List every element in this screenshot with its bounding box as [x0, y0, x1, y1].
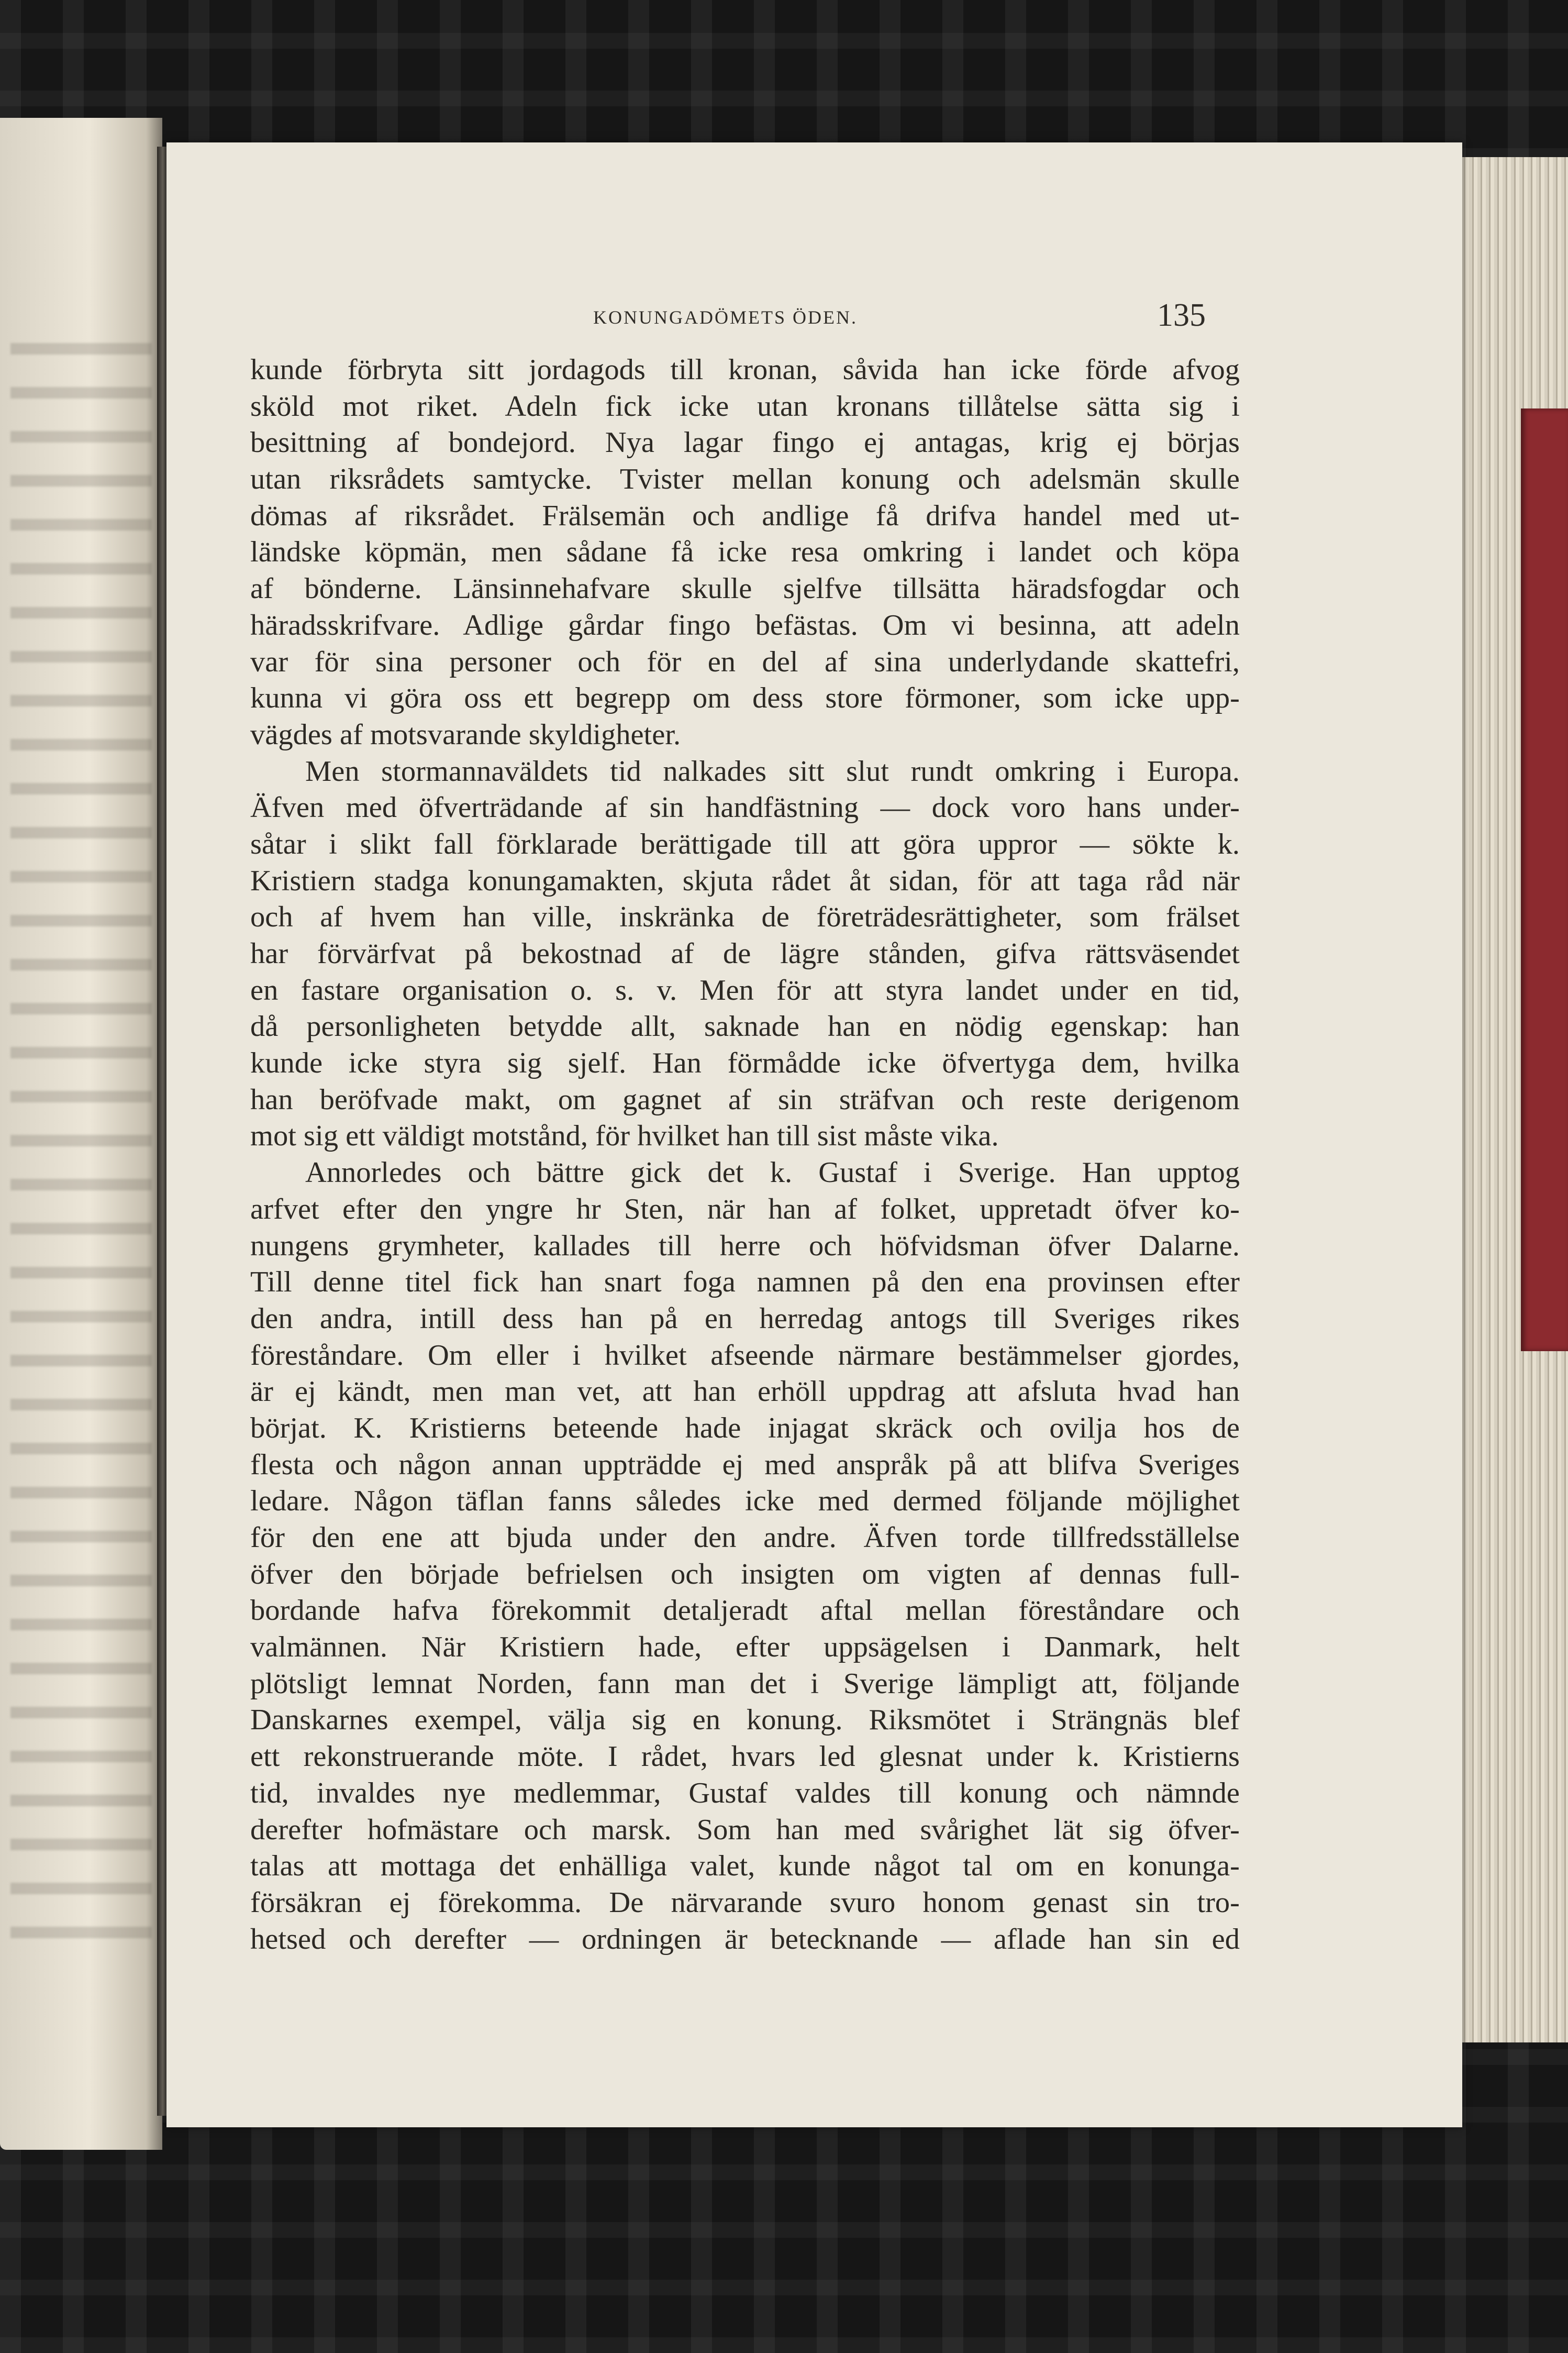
text-line: flesta och någon annan uppträdde ej med anspråk på att blifva Sveriges — [250, 1448, 1240, 1481]
text-line: kunna vi göra oss ett begrepp om dess store förmoner, som icke upp- — [250, 682, 1240, 715]
text-line: sköld mot riket. Adeln fick icke utan kronans tillåtelse sätta sig i — [250, 390, 1240, 423]
text-line: valmännen. När Kristiern hade, efter uppsägelsen i Danmark, helt — [250, 1631, 1240, 1664]
text-line: han beröfvade makt, om gagnet af sin sträfvan och reste derigenom — [250, 1083, 1240, 1116]
text-line: Kristiern stadga konungamakten, skjuta rådet åt sidan, för att taga råd när — [250, 864, 1240, 897]
text-line: försäkran ej förekomma. De närvarande svuro honom genast sin tro- — [250, 1886, 1240, 1919]
text-line: plötsligt lemnat Norden, fann man det i Sverige lämpligt att, följande — [250, 1667, 1240, 1700]
text-line: börjat. K. Kristierns beteende hade injagat skräck och ovilja hos de — [250, 1411, 1240, 1444]
text-line: mot sig ett väldigt motstånd, för hvilket han till sist måste vika. — [250, 1120, 999, 1153]
text-line: nungens grymheter, kallades till herre och höfvidsman öfver Dalarne. — [250, 1229, 1240, 1262]
text-line: en fastare organisation o. s. v. Men för att styra landet under en tid, — [250, 974, 1240, 1007]
text-line: föreståndare. Om eller i hvilket afseende närmare bestämmelser gjordes, — [250, 1339, 1240, 1372]
running-title: KONUNGADÖMETS ÖDEN. — [593, 307, 858, 328]
book-cover-red — [1521, 408, 1568, 1351]
text-line: af bönderne. Länsinnehafvare skulle sjelfve tillsätta häradsfogdar och — [250, 572, 1240, 605]
text-line: den andra, intill dess han på en herredag antogs till Sveriges rikes — [250, 1302, 1240, 1335]
text-line: är ej kändt, men man vet, att han erhöll uppdrag att afsluta hvad han — [250, 1375, 1240, 1408]
text-line: har förvärfvat på bekostnad af de lägre stånden, gifva rättsväsendet — [250, 937, 1240, 970]
text-line: då personligheten betydde allt, saknade han en nödig egenskap: han — [250, 1010, 1240, 1043]
text-line: derefter hofmästare och marsk. Som han med svårighet lät sig öfver- — [250, 1813, 1240, 1846]
text-line: talas att mottaga det enhälliga valet, kunde något tal om en konunga- — [250, 1850, 1240, 1883]
text-line: Danskarnes exempel, välja sig en konung. Riksmötet i Strängnäs blef — [250, 1704, 1240, 1737]
text-line: för den ene att bjuda under den andre. Äfven torde tillfredsställelse — [250, 1521, 1240, 1554]
text-line: kunde förbryta sitt jordagods till kronan, såvida han icke förde afvog — [250, 353, 1240, 386]
page-number: 135 — [1157, 297, 1206, 333]
text-line: arfvet efter den yngre hr Sten, när han af folket, uppretadt öfver ko- — [250, 1192, 1240, 1225]
text-line: tid, invaldes nye medlemmar, Gustaf valdes till konung och nämnde — [250, 1776, 1240, 1809]
book-page — [166, 142, 1462, 2127]
text-line: Annorledes och bättre gick det k. Gustaf i Sverige. Han upptog — [305, 1156, 1240, 1189]
running-head — [166, 297, 1462, 339]
text-line: Äfven med öfverträdande af sin handfästning — dock voro hans under- — [250, 791, 1240, 824]
text-line: dömas af riksrådet. Frälsemän och andlige få drifva handel med ut- — [250, 499, 1240, 532]
text-line: Men stormannaväldets tid nalkades sitt slut rundt omkring i Europa. — [305, 755, 1240, 788]
text-line: besittning af bondejord. Nya lagar fingo ej antagas, krig ej börjas — [250, 426, 1240, 459]
text-line: kunde icke styra sig sjelf. Han förmådde icke öfvertyga dem, hvilka — [250, 1047, 1240, 1080]
text-line: såtar i slikt fall förklarade berättigade till att göra uppror — sökte k. — [250, 827, 1240, 860]
text-line: öfver den började befrielsen och insigten om vigten af dennas full- — [250, 1557, 1240, 1590]
body-text — [250, 352, 1240, 1958]
text-line: utan riksrådets samtycke. Tvister mellan konung och adelsmän skulle — [250, 463, 1240, 496]
facing-page-left — [0, 118, 162, 2150]
text-line: ledare. Någon täflan fanns således icke med dermed följande möjlighet — [250, 1485, 1240, 1518]
facing-page-text-bleed — [10, 343, 152, 1940]
text-line: hetsed och derefter — ordningen är betecknande — aflade han sin ed — [250, 1923, 1240, 1956]
text-line: häradsskrifvare. Adlige gårdar fingo befästas. Om vi besinna, att adeln — [250, 609, 1240, 642]
text-line: vägdes af motsvarande skyldigheter. — [250, 718, 681, 751]
page-edges-right — [1461, 157, 1568, 2042]
text-line: ländske köpmän, men sådane få icke resa omkring i landet och köpa — [250, 536, 1240, 569]
text-line: och af hvem han ville, inskränka de företrädesrättigheter, som frälset — [250, 901, 1240, 934]
text-line: Till denne titel fick han snart foga namnen på den ena provinsen efter — [250, 1266, 1240, 1299]
text-line: bordande hafva förekommit detaljeradt aftal mellan föreståndare och — [250, 1594, 1240, 1627]
text-line: var för sina personer och för en del af sina underlydande skattefri, — [250, 645, 1240, 678]
text-line: ett rekonstruerande möte. I rådet, hvars led glesnat under k. Kristierns — [250, 1740, 1240, 1773]
